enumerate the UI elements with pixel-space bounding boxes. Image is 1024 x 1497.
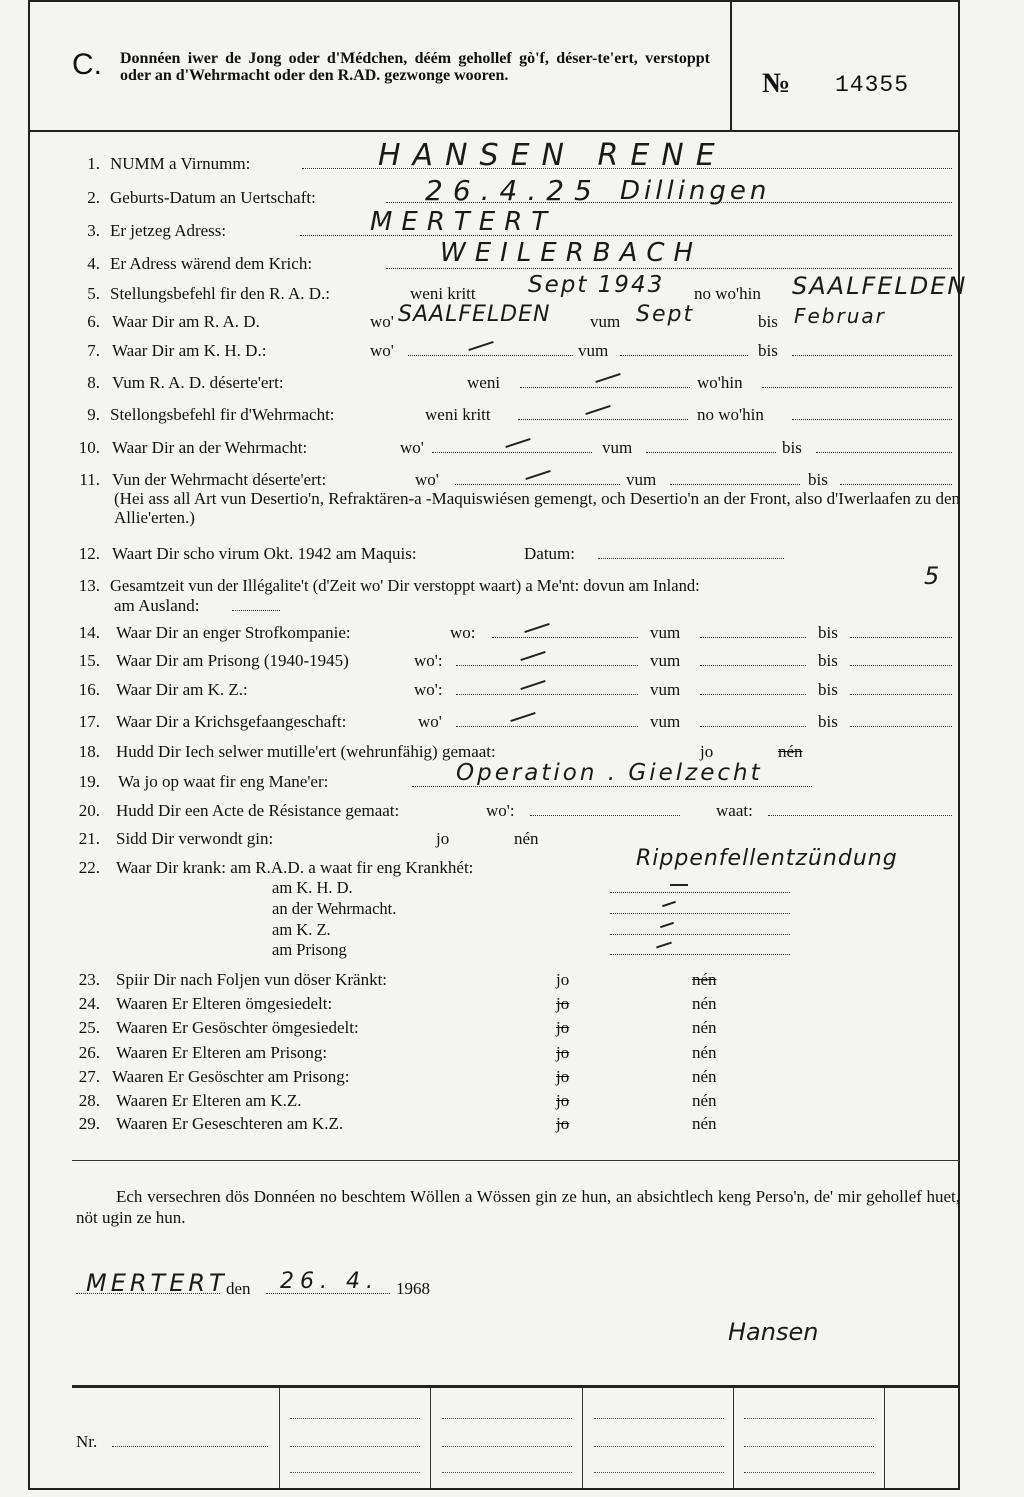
- nen-option: nén: [514, 829, 539, 848]
- jo-option: jo: [556, 994, 570, 1013]
- form-border-bottom: [28, 1488, 960, 1490]
- jo-option: jo: [700, 742, 714, 761]
- handwritten-answer: WEILERBACH: [440, 238, 703, 268]
- question-label: Waaren Er Gesöschter ömgesiedelt:: [116, 1018, 359, 1037]
- answer-line: [620, 341, 748, 356]
- question-label: Waaren Er Elteren am Prisong:: [116, 1043, 328, 1062]
- jo-option: jo: [436, 829, 450, 848]
- question-label: Spiir Dir nach Foljen vun döser Kränkt:: [116, 970, 388, 989]
- answer-line: [700, 651, 806, 666]
- answer-line: [670, 470, 800, 485]
- jo-option: jo: [556, 1043, 570, 1062]
- answer-line: [700, 680, 806, 695]
- answer-line: [850, 680, 952, 695]
- question-label: Waar Dir am K. H. D.:: [112, 341, 267, 360]
- table-column-line: [884, 1388, 885, 1488]
- vum-label: vum: [650, 680, 681, 699]
- question-number: 9.: [87, 405, 100, 424]
- wo-label: wo': [418, 712, 442, 731]
- question-label: Vum R. A. D. déserte'ert:: [112, 373, 284, 392]
- wo-label: wo': [370, 312, 394, 331]
- table-dotted-line: [594, 1446, 724, 1448]
- vum-label: vum: [578, 341, 609, 360]
- answer-line: [792, 405, 952, 420]
- question-number: 18.: [78, 742, 100, 761]
- bis-label: bis: [758, 341, 778, 360]
- nen-option: nén: [692, 1043, 717, 1062]
- table-dotted-line: [744, 1418, 874, 1420]
- question-label: Waar Dir am K. Z.:: [116, 680, 248, 699]
- bis-label: bis: [782, 438, 802, 457]
- nen-option: nén: [778, 742, 803, 761]
- question-label: Er Adress wärend dem Krich:: [110, 254, 313, 273]
- answer-line: [850, 651, 952, 666]
- wo-label: wo': [370, 341, 394, 360]
- form-title: Donnéen iwer de Jong oder d'Médchen, déém gehollef gò'f, déser-te'ert, verstoppt oder an d'Wehrmacht oder den R.AD. gezwonge wooren.: [120, 50, 710, 84]
- question-11-note: (Hei ass all Art vun Desertio'n, Refraktären-a -Maquiswiésen gemengt, och Desertio'n an der Front, also d'Iwerlaafen zu den Allie'erten.): [114, 489, 960, 527]
- when-label: weni: [467, 373, 501, 392]
- question-number: 10.: [78, 438, 100, 457]
- handwritten-when: Sept 1943: [528, 272, 665, 298]
- wo-label: wo:: [450, 623, 476, 642]
- question-label: Waaren Er Elteren am K.Z.: [116, 1091, 302, 1110]
- vum-label: vum: [590, 312, 621, 331]
- question-number: 24.: [78, 994, 100, 1013]
- handwritten-answer: MERTERT: [370, 207, 557, 237]
- sub-kh-d: [272, 878, 353, 898]
- question-label: Hudd Dir Iech selwer mutille'ert (wehrunfähig) gemaat:: [116, 742, 496, 761]
- waat-label: waat:: [716, 801, 753, 820]
- handwritten-bis: Februar: [794, 304, 886, 328]
- sub-label: am Prisong: [272, 940, 347, 959]
- handwritten-place: MERTERT: [86, 1269, 228, 1297]
- table-dotted-line: [594, 1418, 724, 1420]
- question-label: Waar Dir an der Wehrmacht:: [112, 438, 308, 457]
- question-number: 20.: [78, 801, 100, 820]
- sub-label: am K. H. D.: [272, 878, 353, 897]
- answer-line: [598, 544, 784, 559]
- bis-label: bis: [818, 680, 838, 699]
- where-label: no wo'hin: [697, 405, 764, 424]
- vum-label: vum: [602, 438, 633, 457]
- sub-wehrmacht: [272, 899, 396, 919]
- question-label: Waaren Er Elteren ömgesiedelt:: [116, 994, 333, 1013]
- handwritten-date: 26. 4.: [280, 1269, 379, 1294]
- question-label: Wa jo op waat fir eng Mane'er:: [118, 772, 329, 791]
- answer-line: [456, 680, 638, 695]
- jo-option: jo: [556, 1114, 570, 1133]
- handwritten-answer: HANSEN RENE: [378, 138, 727, 173]
- bis-label: bis: [818, 712, 838, 731]
- wo-label: wo':: [486, 801, 515, 820]
- where-label: no wo'hin: [694, 284, 761, 303]
- sub-kz: [272, 920, 331, 940]
- wo-label: wo':: [414, 680, 443, 699]
- answer-line: [492, 623, 638, 638]
- question-label: Hudd Dir een Acte de Résistance gemaat:: [116, 801, 400, 820]
- vum-label: vum: [650, 623, 681, 642]
- answer-line: [792, 341, 952, 356]
- question-label: NUMM a Virnumm:: [110, 154, 251, 173]
- question-label: Waaren Er Geseschteren am K.Z.: [116, 1114, 344, 1133]
- question-number: 5.: [87, 284, 100, 303]
- answer-line: [610, 920, 790, 935]
- answer-line: [850, 712, 952, 727]
- question-label: Waar Dir krank: am R.A.D. a waat fir eng Krankhét:: [116, 858, 474, 877]
- answer-line: [762, 373, 952, 388]
- question-label: Sidd Dir verwondt gin:: [116, 829, 274, 848]
- table-column-line: [582, 1388, 583, 1488]
- question-label: Waar Dir a Krichsgefaangeschaft:: [116, 712, 347, 731]
- form-number: 14355: [835, 72, 910, 98]
- question-number: 22.: [78, 858, 100, 877]
- question-label: Waart Dir scho virum Okt. 1942 am Maquis:: [112, 544, 417, 563]
- table-dotted-line: [442, 1472, 572, 1474]
- handwritten-birth-place: Dillingen: [620, 176, 771, 206]
- question-label: Waaren Er Gesöschter am Prisong:: [112, 1067, 350, 1086]
- header-divider: [730, 0, 732, 130]
- number-sign: №: [762, 68, 791, 99]
- bis-label: bis: [818, 651, 838, 670]
- signature: Hansen: [728, 1318, 819, 1346]
- question-number: 1.: [87, 154, 100, 173]
- question-label: Vun der Wehrmacht déserte'ert:: [112, 470, 327, 489]
- handwritten-birth-date: 26.4.25: [425, 174, 602, 207]
- nen-option: nén: [692, 1114, 717, 1133]
- question-label: Er jetzeg Adress:: [110, 221, 227, 240]
- handwritten-inland-months: 5: [924, 562, 943, 590]
- table-dotted-line: [290, 1472, 420, 1474]
- question-number: 6.: [87, 312, 100, 331]
- vum-label: vum: [650, 651, 681, 670]
- handwritten-answer: Operation . Gielzecht: [456, 760, 763, 786]
- answer-line: [840, 470, 952, 485]
- question-label: Stellungsbefehl fir den R. A. D.:: [110, 284, 331, 303]
- jo-option: jo: [556, 1091, 570, 1110]
- nen-option: nén: [692, 970, 717, 989]
- question-number: 2.: [87, 188, 100, 207]
- answer-line: [700, 623, 806, 638]
- table-column-line: [430, 1388, 431, 1488]
- nr-label: Nr.: [76, 1432, 98, 1451]
- table-dotted-line: [290, 1446, 420, 1448]
- vum-label: vum: [650, 712, 681, 731]
- answer-line: [530, 801, 680, 816]
- jo-option: jo: [556, 970, 570, 989]
- ausland-label: am Ausland:: [114, 596, 200, 615]
- bis-label: bis: [818, 623, 838, 642]
- answer-line: [646, 438, 776, 453]
- question-label: Stellongsbefehl fir d'Wehrmacht:: [110, 405, 335, 424]
- year-label: 1968: [396, 1279, 430, 1298]
- question-number: 12.: [78, 544, 100, 563]
- answer-line: [520, 373, 690, 388]
- question-label: Waar Dir am Prisong (1940-1945): [116, 651, 349, 670]
- jo-option: jo: [556, 1018, 570, 1037]
- question-number: 21.: [78, 829, 100, 848]
- answer-line: [610, 899, 790, 914]
- wo-label: wo':: [414, 651, 443, 670]
- answer-line: [610, 878, 790, 893]
- nen-option: nén: [692, 1091, 717, 1110]
- bis-label: bis: [808, 470, 828, 489]
- table-dotted-line: [290, 1418, 420, 1420]
- question-number: 25.: [78, 1018, 100, 1037]
- nr-line: [112, 1432, 268, 1447]
- question-number: 26.: [78, 1043, 100, 1062]
- question-number: 11.: [79, 470, 100, 489]
- when-label: weni kritt: [425, 405, 491, 424]
- dash-mark: [670, 884, 688, 886]
- question-number: 17.: [78, 712, 100, 731]
- nen-option: nén: [692, 994, 717, 1013]
- sub-prisong: [272, 940, 347, 960]
- handwritten-wo: SAALFELDEN: [398, 302, 551, 327]
- question-number: 15.: [78, 651, 100, 670]
- den-label: den: [226, 1279, 251, 1298]
- answer-line: [850, 623, 952, 638]
- answer-line: [455, 470, 620, 485]
- question-number: 3.: [87, 221, 100, 240]
- bottom-divider: [72, 1385, 960, 1388]
- question-number: 8.: [87, 373, 100, 392]
- handwritten-illness: Rippenfellentzündung: [636, 846, 898, 871]
- answer-line: [768, 801, 952, 816]
- when-label: weni kritt: [410, 284, 476, 303]
- where-label: wo'hin: [697, 373, 743, 392]
- wo-label: wo': [415, 470, 439, 489]
- table-dotted-line: [744, 1472, 874, 1474]
- question-number: 13.: [78, 576, 100, 595]
- form-border-right: [958, 0, 960, 1490]
- question-label: Waar Dir am R. A. D.: [112, 312, 260, 331]
- answer-line: [456, 651, 638, 666]
- question-number: 14.: [78, 623, 100, 642]
- question-label: Waar Dir an enger Strofkompanie:: [116, 623, 351, 642]
- vum-label: vum: [626, 470, 657, 489]
- answer-line: [232, 596, 280, 611]
- section-letter: C.: [72, 48, 102, 81]
- table-dotted-line: [442, 1446, 572, 1448]
- handwritten-where: SAALFELDEN: [792, 272, 968, 300]
- answer-line: [456, 712, 638, 727]
- date-label: Datum:: [524, 544, 575, 563]
- nen-option: nén: [692, 1018, 717, 1037]
- question-number: 4.: [87, 254, 100, 273]
- question-number: 23.: [78, 970, 100, 989]
- table-column-line: [733, 1388, 734, 1488]
- table-column-line: [279, 1388, 280, 1488]
- answer-line: [610, 940, 790, 955]
- sub-label: am K. Z.: [272, 920, 331, 939]
- sub-label: an der Wehrmacht.: [272, 899, 397, 918]
- question-number: 27.: [78, 1067, 100, 1086]
- question-label: Geburts-Datum an Uertschaft:: [110, 188, 316, 207]
- answer-line: [700, 712, 806, 727]
- question-number: 29.: [78, 1114, 100, 1133]
- declaration-text: Ech versechren dös Donnéen no beschtem Wöllen a Wössen gin ze hun, an absichtlech keng Perso'n, de' mir gehollef huet, nöt ugin ze hun.: [76, 1187, 960, 1227]
- handwritten-vum: Sept: [636, 302, 695, 327]
- question-number: 19.: [78, 772, 100, 791]
- jo-option: jo: [556, 1067, 570, 1086]
- table-dotted-line: [594, 1472, 724, 1474]
- question-number: 28.: [78, 1091, 100, 1110]
- table-dotted-line: [744, 1446, 874, 1448]
- nen-option: nén: [692, 1067, 717, 1086]
- table-dotted-line: [442, 1418, 572, 1420]
- bis-label: bis: [758, 312, 778, 331]
- answer-line: [816, 438, 952, 453]
- divider: [72, 1160, 960, 1161]
- question-number: 16.: [78, 680, 100, 699]
- wo-label: wo': [400, 438, 424, 457]
- question-number: 7.: [87, 341, 100, 360]
- question-label: Gesamtzeit vun der Illégalite't (d'Zeit wo' Dir verstoppt waart) a Me'nt: dovun am Inland:: [110, 576, 700, 595]
